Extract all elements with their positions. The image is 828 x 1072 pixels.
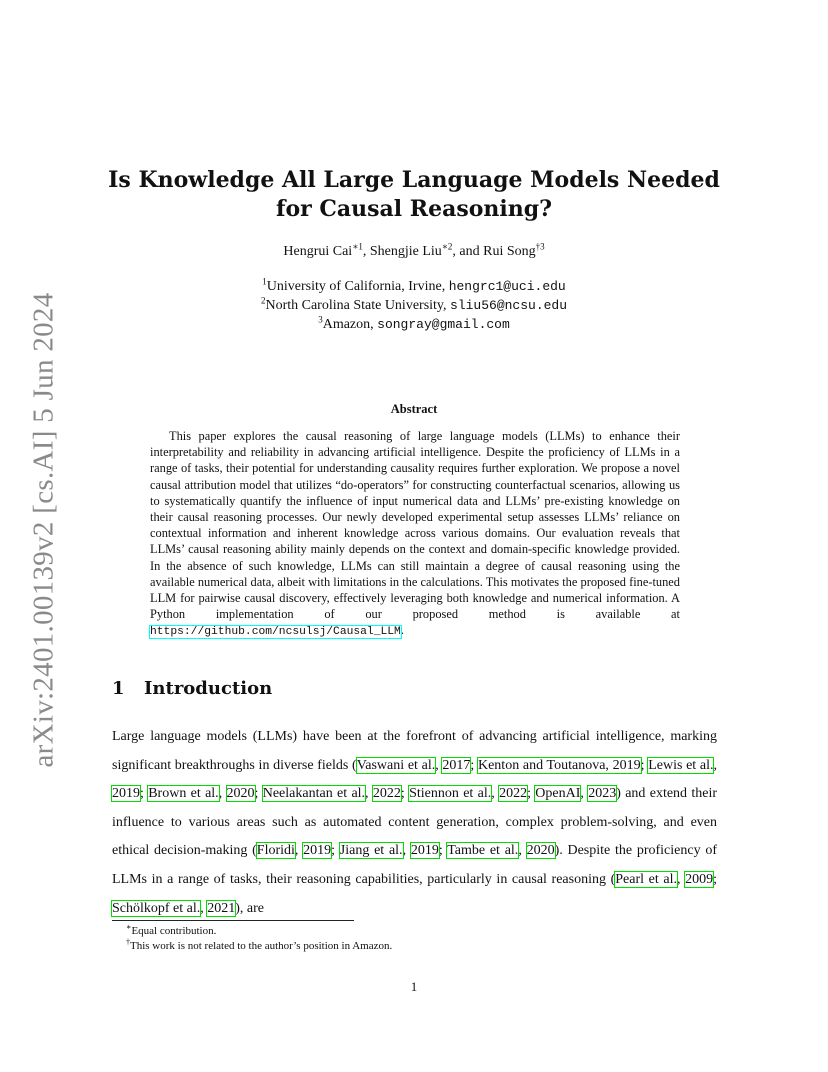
affiliation-list <box>100 277 728 334</box>
intro-text: ) and extend their influence to various areas such as automated content generation, complex problem-solving, and even ethical decision-making ( <box>112 786 718 859</box>
citation-scholkopf[interactable]: Schölkopf et al. <box>112 900 201 916</box>
abstract-text: This paper explores the causal reasoning of large language models (LLMs) to enhance their interpretability and reliability in advancing artificial intelligence. Despite the proficiency of LLMs in a range of tasks, their potential for understanding causality requires further exploration. We propose a novel causal attribution model that utilizes “do-operators” for constructing counterfactual scenarios, allowing us to systematically quantify the influence of input numerical data and LLMs’ pre-existing knowledge on their causal reasoning processes. Our newly developed experimental setup assesses LLMs’ reliance on contextual information and inherent knowledge across various domains. Our evaluation reveals that LLMs’ causal reasoning ability mainly depends on the context and domain-specific knowledge provided. In the absence of such knowledge, LLMs can still maintain a degree of causal reasoning using the available numerical data, albeit with limitations in the calculations. This motivates the proposed fine-tuned LLM for pairwise causal discovery, effectively leveraging both knowledge and numerical information. A Python implementation of our proposed method is available at <box>150 429 680 622</box>
footnote-divider <box>112 920 354 921</box>
affiliation <box>100 296 728 315</box>
abstract-body <box>150 428 680 641</box>
citation-separator: , <box>518 843 527 859</box>
affiliation-mark: 2 <box>260 295 266 306</box>
title-line-1: Is Knowledge All Large Language Models Needed <box>108 167 720 193</box>
citation-tambe[interactable]: Tambe et al. <box>447 843 519 859</box>
affiliation-email: hengrc1@uci.edu <box>448 279 566 294</box>
intro-text: Large language models (LLMs) have been at the forefront of advancing artificial intelligence, marking significant breakthroughs in diverse fields ( <box>112 729 717 773</box>
author-mark: ∗1 <box>352 241 363 252</box>
citation-separator: , <box>491 786 500 802</box>
citation-lewis-year[interactable]: 2019 <box>112 786 140 802</box>
affiliation-email: sliu56@ncsu.edu <box>450 298 568 313</box>
citation-separator: ; <box>140 786 149 802</box>
citation-separator: , <box>365 786 373 802</box>
citation-floridi-year[interactable]: 2019 <box>303 843 332 859</box>
citation-separator: ; <box>527 786 536 802</box>
section-title: Introduction <box>144 678 273 699</box>
title-line-2: for Causal Reasoning? <box>275 196 553 222</box>
citation-separator: , <box>435 757 443 773</box>
citation-separator: ; <box>254 786 263 802</box>
affiliation-org: Amazon, <box>322 317 378 332</box>
author-separator: , <box>362 244 370 259</box>
code-repository-link[interactable]: https://github.com/ncsulsj/Causal_LLM <box>150 626 401 639</box>
citation-vaswani-year[interactable]: 2017 <box>442 757 471 773</box>
citation-stiennon-year[interactable]: 2022 <box>499 786 528 802</box>
affiliation <box>100 277 728 296</box>
citation-separator: ; <box>400 786 410 802</box>
abstract-heading: Abstract <box>390 402 438 416</box>
citation-separator: ; <box>438 843 448 859</box>
intro-text: ). Despite the proficiency of LLMs in a range of tasks, their reasoning capabilities, particularly in causal reasoning ( <box>112 843 717 887</box>
citation-brown-year[interactable]: 2020 <box>226 786 255 802</box>
citation-jiang[interactable]: Jiang et al. <box>339 843 403 859</box>
affiliation <box>100 315 728 334</box>
author-mark: ∗2 <box>441 241 453 252</box>
citation-separator: ; <box>331 843 340 859</box>
affiliation-email: songray@gmail.com <box>377 317 510 332</box>
footnote <box>126 939 686 954</box>
citation-neelakantan-year[interactable]: 2022 <box>372 786 401 802</box>
footnote-text: Equal contribution. <box>131 925 217 937</box>
citation-openai-year[interactable]: 2023 <box>588 786 617 802</box>
footnote-mark: † <box>126 937 130 947</box>
affiliation-mark: 3 <box>318 314 323 325</box>
citation-floridi[interactable]: Floridi <box>256 843 295 859</box>
author-name: Shengjie Liu <box>369 244 442 259</box>
citation-separator: , <box>676 871 686 887</box>
citation-separator: , <box>200 900 208 916</box>
citation-stiennon[interactable]: Stiennon et al. <box>409 786 492 802</box>
footnote-text: This work is not related to the author’s position in Amazon. <box>130 940 393 952</box>
citation-jiang-year[interactable]: 2019 <box>410 843 439 859</box>
citation-pearl-year[interactable]: 2009 <box>685 871 714 887</box>
affiliation-org: University of California, Irvine, <box>266 279 449 294</box>
affiliation-mark: 1 <box>262 276 267 287</box>
citation-separator: ; <box>713 871 717 887</box>
author-name: Rui Song <box>483 244 536 259</box>
citation-separator: , <box>713 757 717 773</box>
page-number: 1 <box>410 979 418 994</box>
intro-text: ), are <box>235 900 265 916</box>
section-heading-introduction <box>112 678 272 699</box>
footnote-list <box>126 924 686 954</box>
citation-separator: ; <box>470 757 478 773</box>
citation-brown[interactable]: Brown et al. <box>148 786 219 802</box>
citation-separator: ; <box>640 757 649 773</box>
author-mark: †3 <box>535 241 545 252</box>
citation-separator: , <box>402 843 411 859</box>
footnote-mark: ∗ <box>126 922 132 932</box>
author-separator: , and <box>452 244 484 259</box>
citation-vaswani[interactable]: Vaswani et al. <box>356 757 436 773</box>
arxiv-identifier-stamp: arXiv:2401.00139v2 [cs.AI] 5 Jun 2024 <box>27 292 60 768</box>
citation-separator: , <box>294 843 304 859</box>
footnote <box>126 924 686 939</box>
section-number: 1 <box>112 678 125 699</box>
affiliation-org: North Carolina State University, <box>265 298 451 313</box>
author-list <box>100 243 728 261</box>
citation-openai[interactable]: OpenAI <box>535 786 581 802</box>
citation-pearl[interactable]: Pearl et al. <box>615 871 677 887</box>
introduction-paragraph <box>112 723 717 923</box>
paper-title <box>100 166 728 224</box>
citation-tambe-year[interactable]: 2020 <box>526 843 555 859</box>
citation-kenton[interactable]: Kenton and Toutanova, 2019 <box>477 757 641 773</box>
citation-scholkopf-year[interactable]: 2021 <box>207 900 236 916</box>
citation-neelakantan[interactable]: Neelakantan et al. <box>262 786 366 802</box>
author-name: Hengrui Cai <box>283 244 353 259</box>
citation-separator: , <box>580 786 589 802</box>
citation-separator: , <box>218 786 227 802</box>
citation-lewis[interactable]: Lewis et al. <box>648 757 714 773</box>
abstract-end: . <box>400 623 404 638</box>
